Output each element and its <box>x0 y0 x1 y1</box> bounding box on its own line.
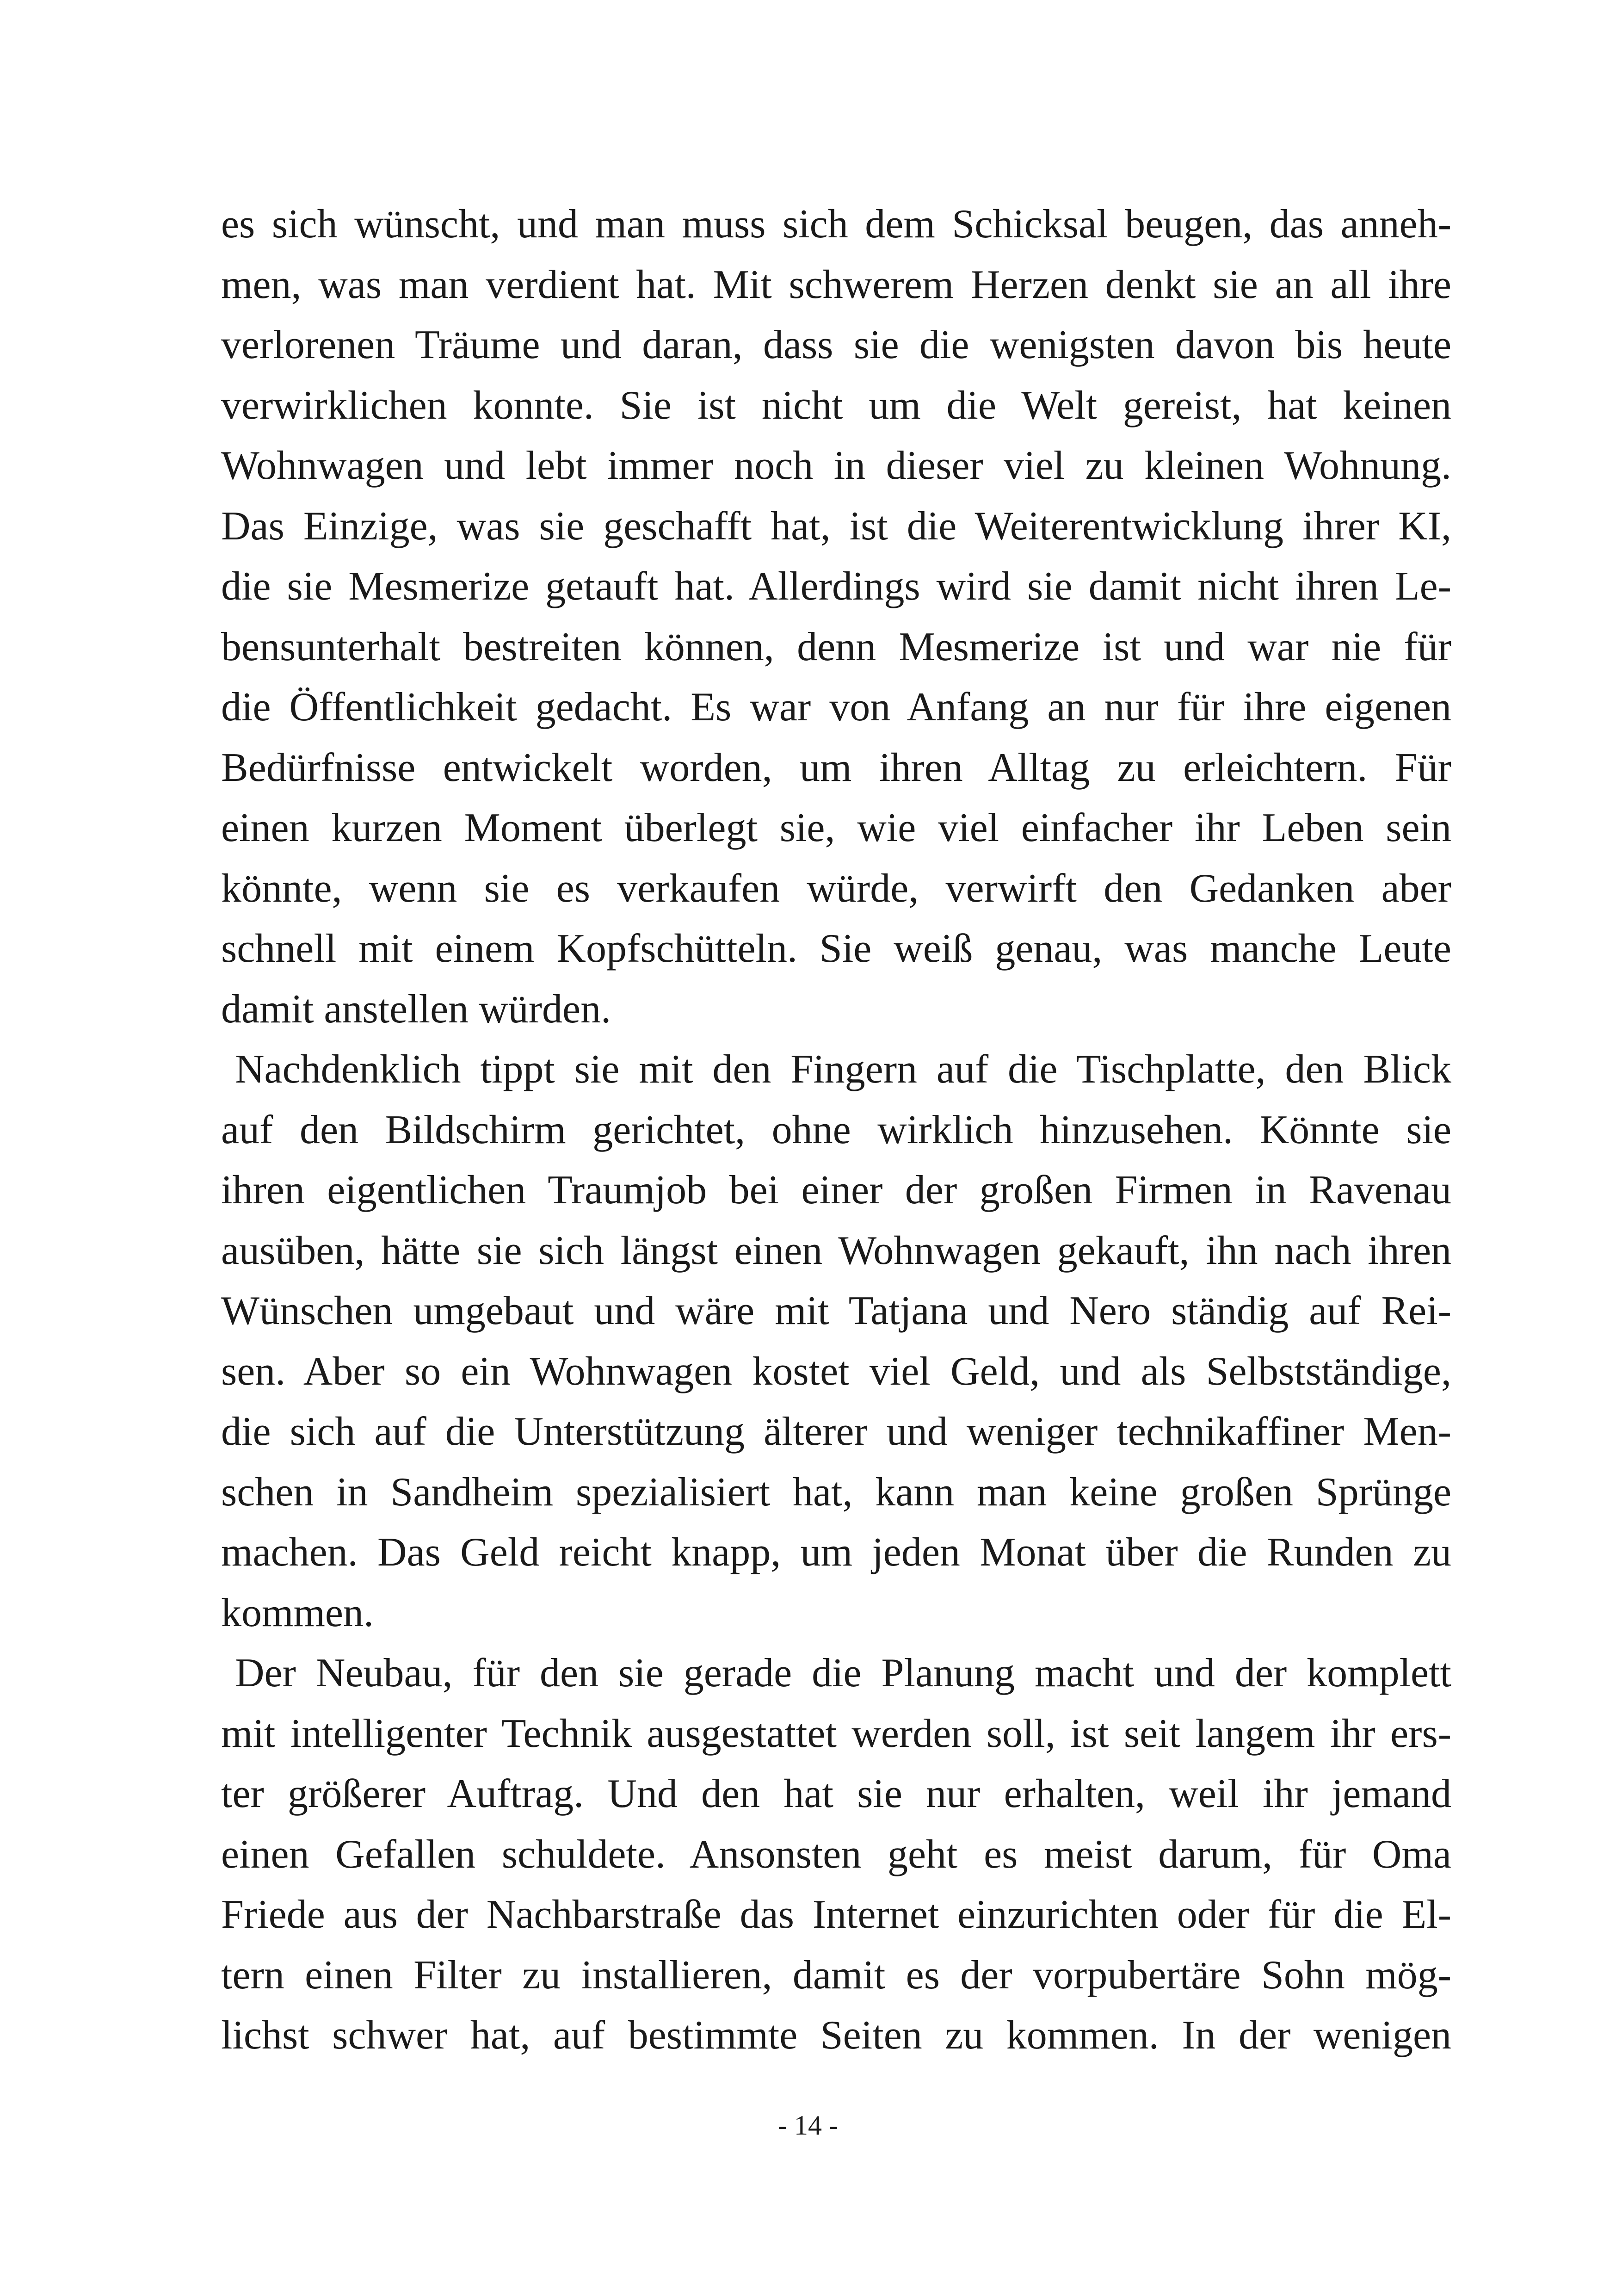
text-line: lichst schwer hat, auf bestimmte Seiten zu kommen. In der wenigen <box>221 2013 1451 2058</box>
text-line: Der Neubau, für den sie gerade die Planung macht und der komplett <box>235 1651 1451 1696</box>
text-line: auf den Bildschirm gerichtet, ohne wirklich hinzusehen. Könnte sie <box>221 1107 1451 1152</box>
paragraph <box>221 194 1451 1040</box>
text-line: Friede aus der Nachbarstraße das Internet einzurichten oder für die El- <box>221 1892 1451 1937</box>
text-line: Das Einzige, was sie geschafft hat, ist die Weiterentwicklung ihrer KI, <box>221 503 1451 549</box>
text-line: die Öffentlichkeit gedacht. Es war von Anfang an nur für ihre eigenen <box>221 685 1451 730</box>
text-line: ter größerer Auftrag. Und den hat sie nur erhalten, weil ihr jemand <box>221 1771 1451 1816</box>
text-line: verlorenen Träume und daran, dass sie die wenigsten davon bis heute <box>221 322 1451 367</box>
paragraph <box>221 1040 1451 1643</box>
text-line: machen. Das Geld reicht knapp, um jeden Monat über die Runden zu <box>221 1530 1451 1575</box>
text-line: damit anstellen würden. <box>221 986 611 1032</box>
text-line: es sich wünscht, und man muss sich dem Schicksal beugen, das anneh- <box>221 202 1451 247</box>
text-line: einen kurzen Moment überlegt sie, wie viel einfacher ihr Leben sein <box>221 805 1451 850</box>
text-line: kommen. <box>221 1590 374 1635</box>
text-line: Bedürfnisse entwickelt worden, um ihren Alltag zu erleichtern. Für <box>221 745 1451 790</box>
page-number: - 14 - <box>778 2110 838 2141</box>
text-line: Wohnwagen und lebt immer noch in dieser viel zu kleinen Wohnung. <box>221 443 1451 488</box>
text-line: die sich auf die Unterstützung älterer und weniger technikaffiner Men- <box>221 1409 1451 1454</box>
text-line: verwirklichen konnte. Sie ist nicht um die Welt gereist, hat keinen <box>221 383 1451 428</box>
body-text <box>221 194 1451 2066</box>
text-line: bensunterhalt bestreiten können, denn Mesmerize ist und war nie für <box>221 624 1451 669</box>
text-line: ihren eigentlichen Traumjob bei einer der großen Firmen in Ravenau <box>221 1168 1451 1213</box>
text-line: mit intelligenter Technik ausgestattet werden soll, ist seit langem ihr ers- <box>221 1711 1451 1756</box>
text-line: die sie Mesmerize getauft hat. Allerdings wird sie damit nicht ihren Le- <box>221 564 1451 609</box>
text-line: könnte, wenn sie es verkaufen würde, verwirft den Gedanken aber <box>221 866 1451 911</box>
text-line: Nachdenklich tippt sie mit den Fingern auf die Tischplatte, den Blick <box>235 1047 1451 1092</box>
text-line: men, was man verdient hat. Mit schwerem Herzen denkt sie an all ihre <box>221 262 1451 307</box>
text-line: Wünschen umgebaut und wäre mit Tatjana und Nero ständig auf Rei- <box>221 1288 1451 1333</box>
text-line: schnell mit einem Kopfschütteln. Sie weiß genau, was manche Leute <box>221 926 1451 971</box>
text-line: sen. Aber so ein Wohnwagen kostet viel Geld, und als Selbstständige, <box>221 1349 1451 1394</box>
text-line: tern einen Filter zu installieren, damit es der vorpubertäre Sohn mög- <box>221 1952 1451 1998</box>
text-line: ausüben, hätte sie sich längst einen Wohnwagen gekauft, ihn nach ihren <box>221 1228 1451 1273</box>
paragraph <box>221 1643 1451 2066</box>
text-line: einen Gefallen schuldete. Ansonsten geht es meist darum, für Oma <box>221 1832 1451 1877</box>
text-line: schen in Sandheim spezialisiert hat, kann man keine großen Sprünge <box>221 1469 1451 1515</box>
